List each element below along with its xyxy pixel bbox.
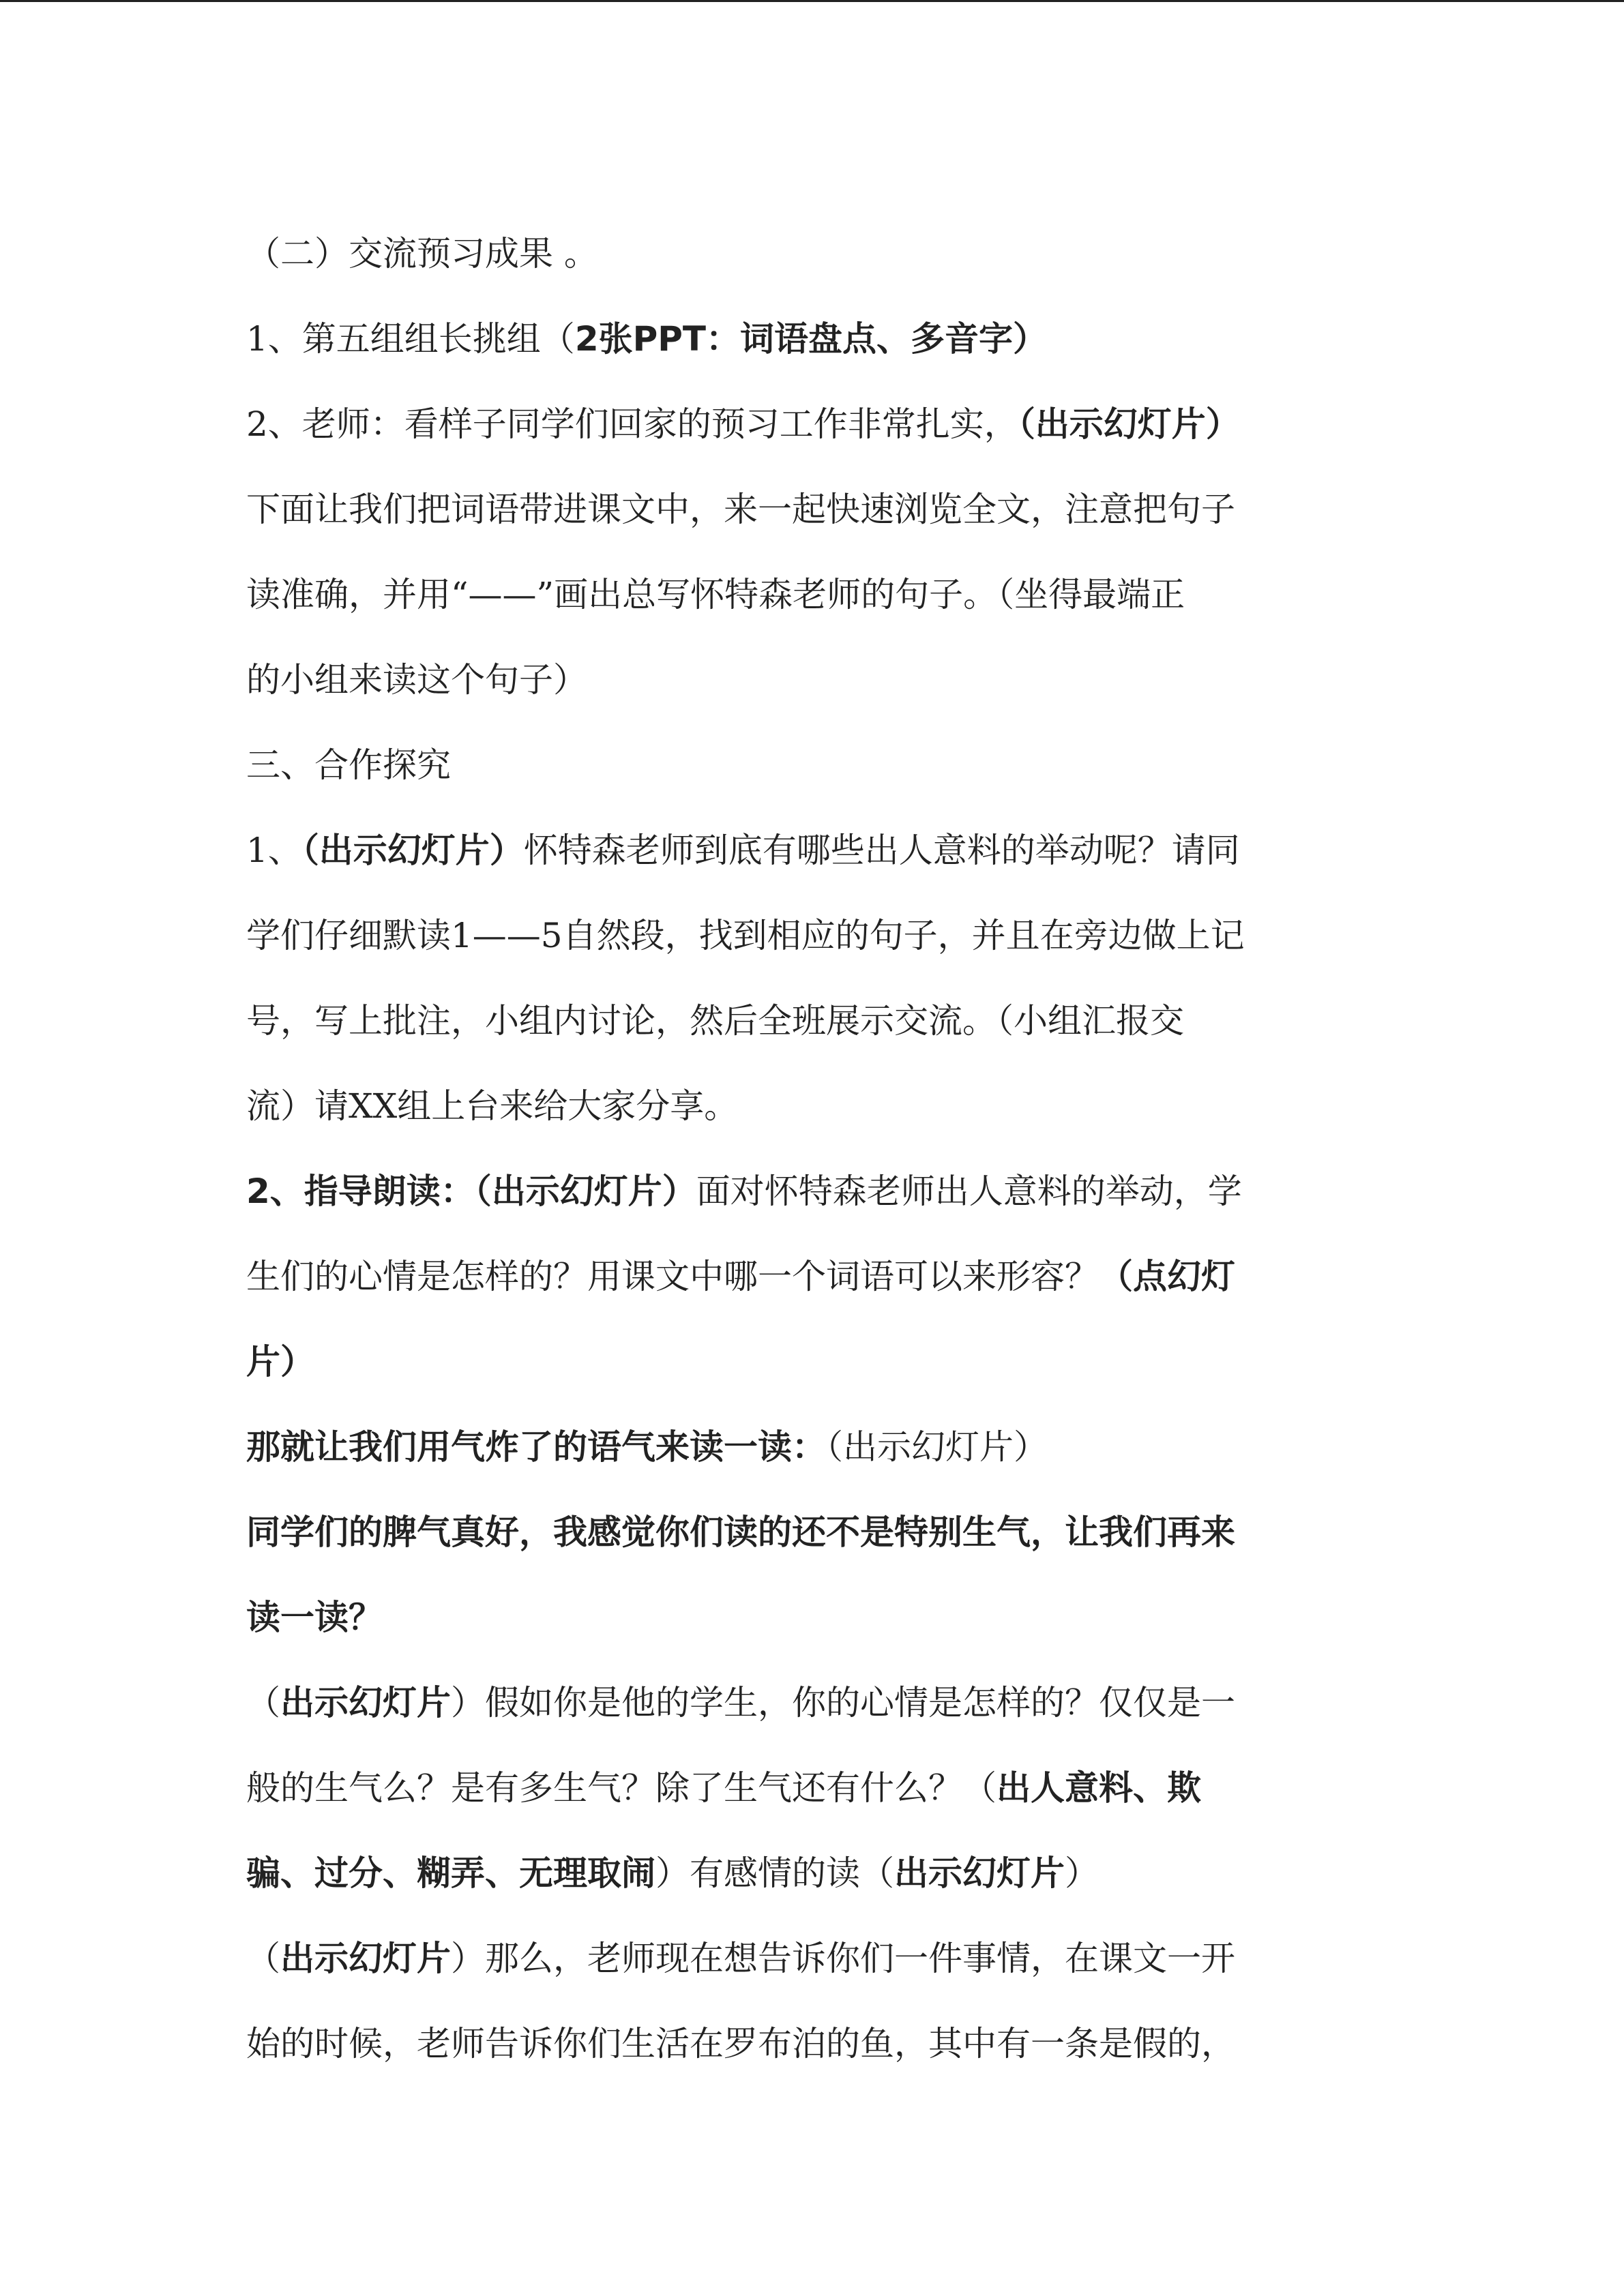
- text-line: [246, 1916, 1378, 2001]
- text-segment: 始的时候，老师告诉你们生活在罗布泊的鱼，其中有一条是假的，: [246, 2024, 1235, 2063]
- text-segment: 怀特森老师到底有哪些出人意料的举动呢？请同: [523, 831, 1240, 870]
- text-segment: 1、: [246, 831, 302, 870]
- bold-text-segment: （点幻灯: [1099, 1257, 1235, 1296]
- text-segment: （: [246, 1683, 280, 1723]
- text-line: [246, 467, 1378, 552]
- text-segment: ）假如你是他的学生，你的心情是怎样的？仅仅是一: [451, 1683, 1235, 1723]
- text-line: [246, 979, 1378, 1064]
- text-line: [246, 382, 1378, 467]
- text-line: [246, 1575, 1378, 1660]
- bold-text-segment: 出示幻灯片: [280, 1939, 451, 1978]
- bold-text-segment: 2张PPT：词语盘点、多音字）: [574, 319, 1047, 359]
- text-line: [246, 1064, 1378, 1149]
- text-line: [246, 638, 1378, 723]
- bold-text-segment: 同学们的脾气真好，我感觉你们读的还不是特别生气，让我们再来: [246, 1512, 1235, 1552]
- text-line: [246, 1831, 1378, 1916]
- bold-text-segment: （出示幻灯片）: [1018, 404, 1240, 444]
- text-segment: 2、老师：看样子同学们回家的预习工作非常扎实，: [246, 404, 1018, 444]
- text-segment: 三、合作探究: [246, 745, 451, 785]
- text-line: [246, 1490, 1378, 1575]
- text-segment: ）那么，老师现在想告诉你们一件事情，在课文一开: [451, 1939, 1235, 1978]
- text-line: [246, 893, 1378, 979]
- bold-text-segment: （出示幻灯片）: [301, 831, 524, 870]
- text-segment: 的小组来读这个句子）: [246, 660, 587, 700]
- text-line: [246, 1405, 1378, 1490]
- text-line: [246, 1746, 1378, 1831]
- text-line: [246, 297, 1378, 382]
- bold-text-segment: 出人意料、欺: [996, 1768, 1201, 1808]
- text-segment: 面对怀特森老师出人意料的举动，学: [696, 1172, 1242, 1211]
- text-line: [246, 211, 1378, 297]
- text-segment: 流）请XX组上台来给大家分享。: [246, 1086, 739, 1126]
- document-body: [246, 211, 1378, 2087]
- text-segment: （二）交流预习成果 。: [246, 234, 598, 273]
- text-line: [246, 723, 1378, 808]
- bold-text-segment: 出示幻灯片: [280, 1683, 451, 1723]
- bold-text-segment: 那就让我们用气炸了的语气来读一读：: [246, 1427, 826, 1467]
- bold-text-segment: 片）: [246, 1342, 314, 1382]
- text-segment: 般的生气么？是有多生气？除了生气还有什么？（: [246, 1768, 996, 1808]
- text-segment: 1、第五组组长挑组（: [246, 319, 575, 359]
- text-segment: 号，写上批注，小组内讨论，然后全班展示交流。（小组汇报交: [246, 1001, 1184, 1041]
- bold-text-segment: （出示幻灯片）: [474, 1172, 696, 1211]
- text-line: [246, 808, 1378, 893]
- bold-text-segment: 出示幻灯片: [894, 1853, 1065, 1893]
- text-segment: 读准确，并用“——”画出总写怀特森老师的句子。（坐得最端正: [246, 575, 1185, 614]
- text-segment: 学们仔细默读1——5自然段，找到相应的句子，并且在旁边做上记: [246, 916, 1245, 955]
- bold-text-segment: 2、指导朗读：: [246, 1172, 475, 1211]
- text-line: [246, 1234, 1378, 1320]
- text-segment: 下面让我们把词语带进课文中，来一起快速浏览全文，注意把句子: [246, 490, 1235, 529]
- text-segment: ）有感情的读（: [655, 1853, 894, 1893]
- bold-text-segment: 骗、过分、糊弄、无理取闹: [246, 1853, 655, 1893]
- text-line: [246, 1320, 1378, 1405]
- text-line: [246, 1660, 1378, 1746]
- text-line: [246, 2001, 1378, 2087]
- bold-text-segment: 读一读？: [246, 1598, 383, 1637]
- text-segment: 生们的心情是怎样的？用课文中哪一个词语可以来形容？: [246, 1257, 1099, 1296]
- text-segment: （出示幻灯片）: [826, 1427, 1048, 1467]
- text-line: [246, 1149, 1378, 1234]
- text-segment: （: [246, 1939, 280, 1978]
- text-segment: ）: [1065, 1853, 1099, 1893]
- text-line: [246, 552, 1378, 638]
- page-top-border: [0, 0, 1624, 2]
